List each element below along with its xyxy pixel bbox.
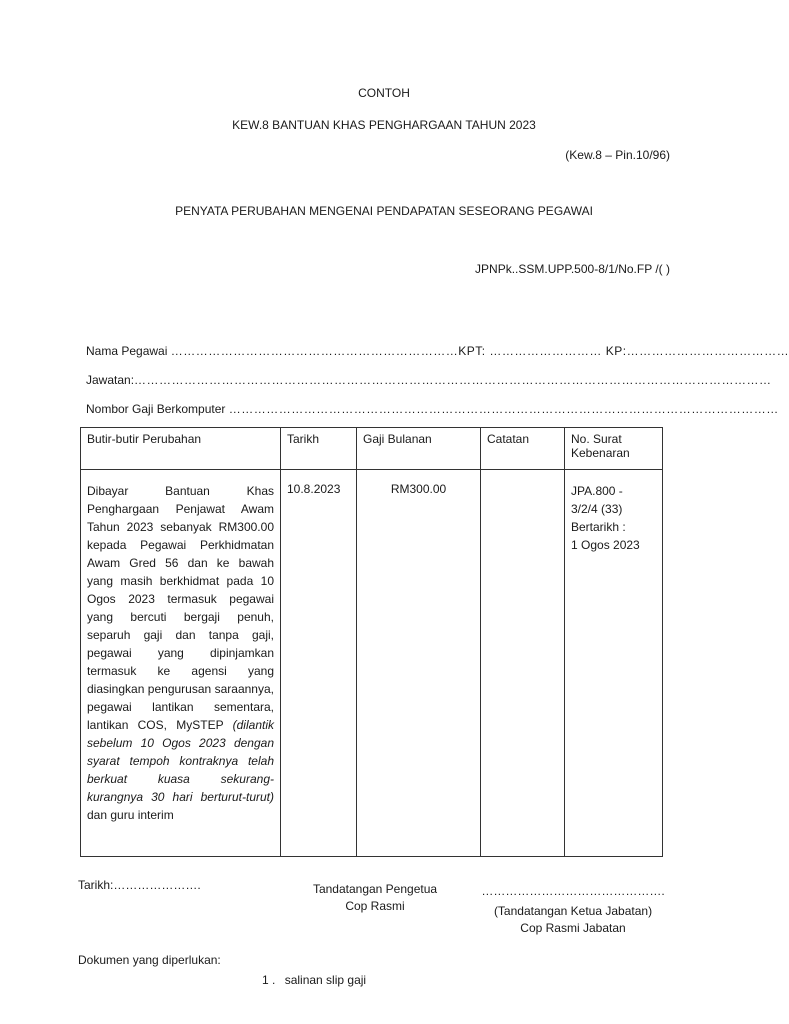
dokumen-diperlukan-label: Dokumen yang diperlukan: xyxy=(78,953,221,967)
cell-tarikh: 10.8.2023 xyxy=(281,470,357,857)
document-title: KEW.8 BANTUAN KHAS PENGHARGAAN TAHUN 2023 xyxy=(232,118,536,132)
pengetua-signature-label: Tandatangan Pengetua xyxy=(312,882,438,896)
butir-description xyxy=(87,482,274,824)
table-row xyxy=(81,470,663,857)
nama-pegawai-field xyxy=(86,344,789,358)
table-header-row xyxy=(81,428,663,470)
ketua-signature-dots: ………………………………………. xyxy=(481,884,665,898)
butir-text: Dibayar Bantuan Khas Penghargaan Penjawat Awam Tahun 2023 sebanyak RM300.00 kepada Pegawai Perkhidmatan Awam Gred 56 dan ke bawah yang masih berkhidmat pada 10 Ogos 2023 termasuk pegawai yang bercuti bergaji penuh, separuh gaji dan tanpa gaji, pegawai yang dipinjamkan termasuk ke agensi yang diasingkan pengurusan saraannya, pegawai lantikan sementara, lantikan COS, MySTEP xyxy=(87,484,274,732)
jawatan-field xyxy=(86,373,772,387)
cell-gaji: RM300.00 xyxy=(357,470,481,857)
header-catatan: Catatan xyxy=(481,428,565,470)
nama-pegawai-label: Nama Pegawai xyxy=(86,344,168,358)
butir-tail-text: dan guru interim xyxy=(87,808,174,822)
surat-line-2: 3/2/4 (33) xyxy=(571,502,623,516)
reference-number: JPNPk..SSM.UPP.500-8/1/No.FP /( ) xyxy=(475,262,670,276)
header-tarikh: Tarikh xyxy=(281,428,357,470)
pengetua-cop-label: Cop Rasmi xyxy=(345,899,405,913)
cell-no-surat xyxy=(565,470,663,857)
surat-line-1: JPA.800 - xyxy=(571,484,623,498)
cell-catatan xyxy=(481,470,565,857)
footer-tarikh: Tarikh:…………………. xyxy=(78,878,201,892)
butir-italic-text: (dilantik sebelum 10 Ogos 2023 dengan syarat tempoh kontraknya telah berkuat kuasa sekurang-kurangnya 30 hari berturut-turut) xyxy=(87,718,274,804)
nama-pegawai-dots: ……………………………………………………………KPT: ……………………… KP:………………………………… xyxy=(170,344,789,358)
dokumen-list-item xyxy=(262,973,366,987)
cell-butir xyxy=(81,470,281,857)
surat-line-4: 1 Ogos 2023 xyxy=(571,538,640,552)
nombor-gaji-field xyxy=(86,402,779,416)
header-butir: Butir-butir Perubahan xyxy=(81,428,281,470)
pengetua-signature xyxy=(300,882,450,913)
ketua-cop-label: Cop Rasmi Jabatan xyxy=(520,921,626,935)
changes-table xyxy=(80,427,663,857)
ketua-signature-label: (Tandatangan Ketua Jabatan) xyxy=(493,904,653,918)
jawatan-label: Jawatan: xyxy=(86,373,135,387)
nombor-gaji-label: Nombor Gaji Berkomputer xyxy=(86,402,226,416)
nombor-gaji-dots: …………………………………………………………………………………………………………………… xyxy=(228,402,779,416)
surat-line-3: Bertarikh : xyxy=(571,520,626,534)
statement-title: PENYATA PERUBAHAN MENGENAI PENDAPATAN SESEORANG PEGAWAI xyxy=(175,204,593,218)
header-gaji-bulanan: Gaji Bulanan xyxy=(357,428,481,470)
contoh-label: CONTOH xyxy=(358,86,410,100)
ketua-signature xyxy=(478,884,668,935)
form-code: (Kew.8 – Pin.10/96) xyxy=(565,148,670,162)
header-no-surat: No. Surat Kebenaran xyxy=(565,428,663,470)
dokumen-item-text: salinan slip gaji xyxy=(284,973,367,987)
jawatan-dots: ……………………………………………………………………………………………………………………………………… xyxy=(134,373,772,387)
dokumen-item-number: 1 . xyxy=(262,973,276,987)
